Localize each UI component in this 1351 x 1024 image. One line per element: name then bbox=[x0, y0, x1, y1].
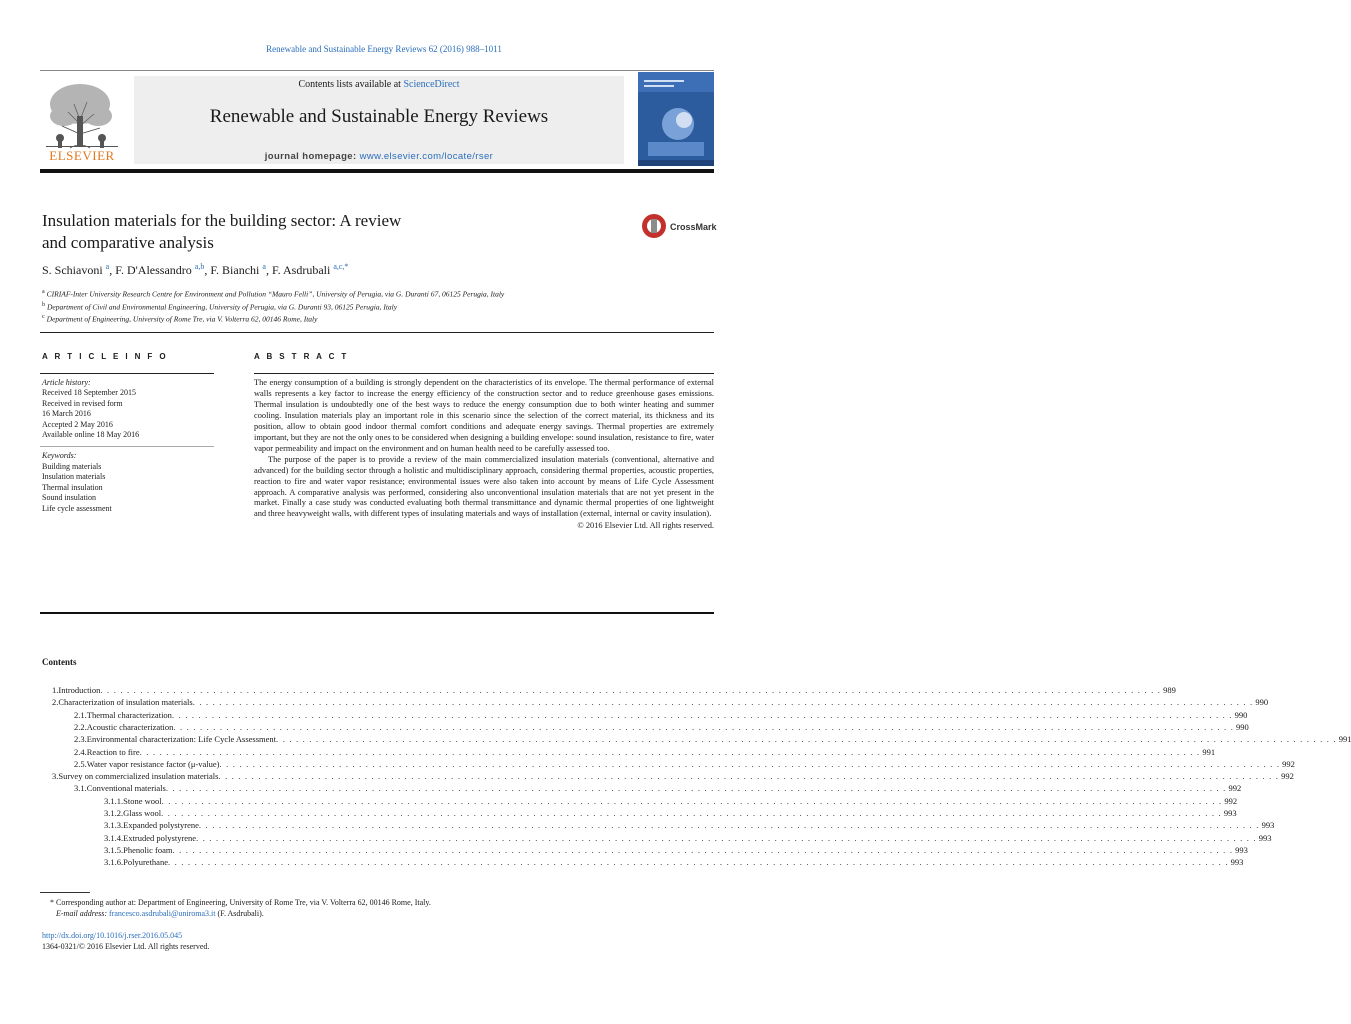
article-history bbox=[42, 378, 214, 440]
author-affiliation-mark[interactable]: a bbox=[105, 262, 110, 271]
masthead-top-rule bbox=[40, 70, 714, 71]
keyword-item: Life cycle assessment bbox=[42, 503, 112, 513]
contents-heading: Contents bbox=[42, 657, 77, 667]
contents-available-line bbox=[134, 79, 624, 90]
doi-link[interactable]: http://dx.doi.org/10.1016/j.rser.2016.05.045 bbox=[42, 931, 183, 940]
abstract-copyright: © 2016 Elsevier Ltd. All rights reserved. bbox=[577, 521, 714, 531]
toc-entry-title[interactable]: Reaction to fire bbox=[86, 746, 140, 757]
email-line bbox=[50, 909, 710, 920]
toc-leader-dots: . . . . . . . . . . . . . . . . . . . . . . . . . . . . . . . . . . . . . . . . . . . . . . . . . . . . . . . . . . . . . . . . . . . . . . . . . . . . . . . . . . . . . . . . . . . . . . . . . . . . . . . . . . . . . . . . . . . . . . . . . . . . . . . . . . . . . . . . . . . . . . . . . . . . . . . . . . . . . . . . bbox=[172, 844, 1234, 855]
affiliation-item bbox=[42, 287, 722, 300]
corresponding-author-note: * Corresponding author at: Department of Engineering, University of Rome Tre, via V. Volterra 62, 00146 Rome, Italy. bbox=[50, 898, 431, 907]
toc-leader-dots: . . . . . . . . . . . . . . . . . . . . . . . . . . . . . . . . . . . . . . . . . . . . . . . . . . . . . . . . . . . . . . . . . . . . . . . . . . . . . . . . . . . . . . . . . . . . . . . . . . . . . . . . . . . . . . . . . . . . . . . . . . . . . . . . . . . . . . . . . . . . . . . . . . . . . . . . . . . . . . . . bbox=[165, 783, 1227, 794]
toc-entry-title[interactable]: Polyurethane bbox=[123, 857, 168, 868]
toc-entry-page[interactable]: 993 bbox=[1223, 808, 1237, 818]
author-name: F. Bianchi bbox=[210, 263, 260, 277]
toc-entry[interactable] bbox=[40, 746, 1216, 758]
toc-entry-number: 2.4. bbox=[74, 746, 87, 757]
toc-entry[interactable] bbox=[40, 721, 1249, 733]
section-divider-thick bbox=[40, 612, 714, 614]
toc-entry[interactable] bbox=[40, 684, 1176, 696]
toc-leader-dots: . . . . . . . . . . . . . . . . . . . . . . . . . . . . . . . . . . . . . . . . . . . . . . . . . . . . . . . . . . . . . . . . . . . . . . . . . . . . . . . . . . . . . . . . . . . . . . . . . . . . . . . . . . . . . . . . . . . . . . . . . . . . . . . . . . . . . . . . . . . . . . . . . . . . . . . . . . . . . . . . bbox=[167, 857, 1229, 868]
toc-entry-page[interactable]: 991 bbox=[1202, 746, 1216, 757]
homepage-link[interactable]: www.elsevier.com/locate/rser bbox=[359, 151, 494, 162]
issn-line: 1364-0321/© 2016 Elsevier Ltd. All rights reserved. bbox=[42, 942, 210, 951]
abstract-paragraph-1: The energy consumption of a building is strongly dependent on the characteristics of its envelope. The thermal performance of external walls represents a key factor to increase the energy efficiency of the construction sector and to reduce greenhouse gases emissions. Thermal insulation is undoubtedly one of the best ways to reduce the energy consumption due to both winter heating and summer cooling. Insulation materials play an important role in this scenario since the selection of the correct material, its thickness and its position, allow to obtain good indoor thermal comfort conditions and adequate energy savings. Thermal properties are extremely important, but they are not the only ones to be considered when designing a building envelope: sound insulation, resistance to fire, water vapor permeability and impact on the environment and on human health need to be carefully assessed too. bbox=[254, 378, 714, 453]
history-item: Received in revised form bbox=[42, 398, 123, 408]
affiliation-item bbox=[42, 300, 722, 313]
toc-entry-title[interactable]: Glass wool bbox=[123, 808, 162, 818]
toc-entry[interactable] bbox=[40, 709, 1248, 721]
doi-block bbox=[42, 930, 209, 952]
email-link[interactable]: francesco.asdrubali@uniroma3.it bbox=[109, 908, 216, 918]
title-line-1: Insulation materials for the building sector: A review bbox=[42, 211, 402, 230]
journal-title: Renewable and Sustainable Energy Reviews bbox=[209, 106, 549, 127]
toc-entry-page[interactable]: 993 bbox=[1230, 857, 1244, 868]
affiliation-mark: c bbox=[42, 314, 45, 320]
toc-entry-page[interactable]: 989 bbox=[1163, 685, 1176, 695]
toc-entry-number: 3. bbox=[52, 771, 59, 782]
toc-entry[interactable] bbox=[40, 819, 1275, 831]
affiliation-text: Department of Civil and Environmental Engineering, University of Perugia, via G. Duranti 93, 06125 Perugia, Italy bbox=[47, 302, 398, 311]
keyword-item: Insulation materials bbox=[42, 472, 106, 482]
homepage-label: journal homepage: bbox=[264, 151, 360, 162]
keyword-item: Sound insulation bbox=[42, 493, 97, 503]
toc-entry[interactable] bbox=[40, 856, 1244, 868]
toc-entry-number: 3.1.6. bbox=[104, 857, 124, 868]
toc-entry-number: 2.1. bbox=[74, 709, 87, 720]
journal-homepage-line bbox=[134, 151, 624, 162]
toc-entry-page[interactable]: 990 bbox=[1236, 721, 1249, 732]
affiliation-mark: b bbox=[42, 301, 45, 308]
affiliation-text: Department of Engineering, University of Rome Tre, via V. Volterra 62, 00146 Rome, Italy bbox=[46, 314, 318, 324]
toc-entry-page[interactable]: 993 bbox=[1261, 820, 1275, 831]
email-suffix: (F. Asdrubali). bbox=[215, 908, 264, 918]
keywords bbox=[42, 451, 214, 515]
article-info-heading: A R T I C L E I N F O bbox=[42, 352, 168, 361]
toc-entry[interactable] bbox=[40, 782, 1242, 794]
article-title bbox=[42, 210, 582, 254]
author-name: S. Schiavoni bbox=[42, 263, 103, 277]
masthead-bottom-rule bbox=[40, 169, 714, 173]
email-label: E-mail address: bbox=[56, 908, 110, 918]
toc-entry-title[interactable]: Water vapor resistance factor (μ-value) bbox=[86, 758, 220, 769]
toc-entry-page[interactable]: 990 bbox=[1234, 709, 1248, 720]
journal-cover-image bbox=[638, 72, 714, 166]
toc-entry-number: 3.1.2. bbox=[104, 808, 124, 818]
toc-entry-number: 2.5. bbox=[74, 758, 87, 769]
toc-entry-page[interactable]: 993 bbox=[1258, 832, 1272, 843]
abstract-rule bbox=[254, 373, 714, 374]
toc-leader-dots: . . . . . . . . . . . . . . . . . . . . . . . . . . . . . . . . . . . . . . . . . . . . . . . . . . . . . . . . . . . . . . . . . . . . . . . . . . . . . . . . . . . . . . . . . . . . . . . . . . . . . . . . . . . . . . . . . . . . . . . . . . . . . . . . . . . . . . . . . . . . . . . . . . . . . . . . . . . . . . . . bbox=[196, 832, 1257, 843]
toc-entry-title[interactable]: Environmental characterization: Life Cycle Assessment bbox=[86, 734, 277, 745]
section-divider bbox=[40, 332, 714, 333]
toc-entry-number: 2. bbox=[52, 697, 59, 708]
toc-entry-number: 3.1.4. bbox=[104, 832, 124, 843]
history-item: 16 March 2016 bbox=[42, 409, 91, 419]
affiliation-text: CIRIAF-Inter University Research Centre for Environment and Pollution “Mauro Felli”, University of Perugia, via G. Duranti 67, 06125 Perugia, Italy bbox=[46, 289, 505, 299]
author-affiliation-mark[interactable]: a,c,* bbox=[333, 262, 349, 271]
abstract-paragraph-2: The purpose of the paper is to provide a review of the main commercialized insulation materials (conventional, alternative and advanced) for the building sector through a holistic and multidisciplinary approach, considering thermal properties, acoustic properties, reaction to fire and water vapor resistance; environmental issues were also taken into account by means of Life Cycle Assessment approach. A comparative analysis was performed, considering also unconventional insulation materials that are not yet present in the market. Finally a case study was conducted evaluating both thermal transmittance and dynamic thermal properties of one lightweight and three heavyweight walls, with different types of insulating materials and ways of installation (external, internal or cavity insulation). bbox=[254, 454, 714, 519]
abstract-heading: A B S T R A C T bbox=[254, 352, 349, 361]
toc-leader-dots: . . . . . . . . . . . . . . . . . . . . . . . . . . . . . . . . . . . . . . . . . . . . . . . . . . . . . . . . . . . . . . . . . . . . . . . . . . . . . . . . . . . . . . . . . . . . . . . . . . . . . . . . . . . . . . . . . . . . . . . . . . . . . . . . . . . . . . . . . . . . . . . . . . . . . . . . . . . . . . . . bbox=[276, 734, 1337, 745]
toc-leader-dots: . . . . . . . . . . . . . . . . . . . . . . . . . . . . . . . . . . . . . . . . . . . . . . . . . . . . . . . . . . . . . . . . . . . . . . . . . . . . . . . . . . . . . . . . . . . . . . . . . . . . . . . . . . . . . . . . . . . . . . . . . . . . . . . . . . . . . . . . . . . . . . . . . . . . . . . . . . . . . . . . bbox=[139, 746, 1201, 757]
toc-leader-dots: . . . . . . . . . . . . . . . . . . . . . . . . . . . . . . . . . . . . . . . . . . . . . . . . . . . . . . . . . . . . . . . . . . . . . . . . . . . . . . . . . . . . . . . . . . . . . . . . . . . . . . . . . . . . . . . . . . . . . . . . . . . . . . . . . . . . . . . . . . . . . . . . . . . . . . . . . . . . . . . . bbox=[192, 697, 1254, 708]
toc-leader-dots: . . . . . . . . . . . . . . . . . . . . . . . . . . . . . . . . . . . . . . . . . . . . . . . . . . . . . . . . . . . . . . . . . . . . . . . . . . . . . . . . . . . . . . . . . . . . . . . . . . . . . . . . . . . . . . . . . . . . . . . . . . . . . . . . . . . . . . . . . . . . . . . . . . . . . . . . . . . . . . . . bbox=[171, 709, 1233, 720]
toc-entry-page[interactable]: 992 bbox=[1282, 758, 1295, 769]
article-info-rule bbox=[40, 373, 214, 374]
toc-leader-dots: . . . . . . . . . . . . . . . . . . . . . . . . . . . . . . . . . . . . . . . . . . . . . . . . . . . . . . . . . . . . . . . . . . . . . . . . . . . . . . . . . . . . . . . . . . . . . . . . . . . . . . . . . . . . . . . . . . . . . . . . . . . . . . . . . . . . . . . . . . . . . . . . . . . . . . . . . . . . . . . . bbox=[218, 771, 1280, 782]
history-item: Accepted 2 May 2016 bbox=[42, 419, 113, 429]
toc-entry-title[interactable]: Thermal characterization bbox=[86, 709, 172, 720]
toc-entry[interactable] bbox=[40, 795, 1238, 807]
toc-entry-title[interactable]: Survey on commercialized insulation materials bbox=[58, 771, 219, 782]
toc-entry-title[interactable]: Acoustic characterization bbox=[86, 721, 174, 732]
toc-entry-number: 3.1.1. bbox=[104, 795, 124, 806]
affiliation-mark: a bbox=[42, 289, 45, 295]
elsevier-wordmark: ELSEVIER bbox=[49, 148, 115, 163]
toc-entry[interactable] bbox=[40, 832, 1272, 844]
toc-leader-dots: . . . . . . . . . . . . . . . . . . . . . . . . . . . . . . . . . . . . . . . . . . . . . . . . . . . . . . . . . . . . . . . . . . . . . . . . . . . . . . . . . . . . . . . . . . . . . . . . . . . . . . . . . . . . . . . . . . . . . . . . . . . . . . . . . . . . . . . . . . . . . . . . . . . . . . . . . . . . . . . . bbox=[100, 685, 1162, 695]
toc-entry[interactable] bbox=[40, 770, 1294, 782]
toc-leader-dots: . . . . . . . . . . . . . . . . . . . . . . . . . . . . . . . . . . . . . . . . . . . . . . . . . . . . . . . . . . . . . . . . . . . . . . . . . . . . . . . . . . . . . . . . . . . . . . . . . . . . . . . . . . . . . . . . . . . . . . . . . . . . . . . . . . . . . . . . . . . . . . . . . . . . . . . . . . . . . . . . bbox=[161, 808, 1222, 818]
toc-entry[interactable] bbox=[40, 807, 1237, 819]
toc-entry-title[interactable]: Phenolic foam bbox=[123, 844, 173, 855]
toc-entry-page[interactable]: 990 bbox=[1255, 697, 1269, 708]
keyword-item: Thermal insulation bbox=[42, 482, 103, 492]
toc-entry-number: 2.2. bbox=[74, 721, 87, 732]
toc-leader-dots: . . . . . . . . . . . . . . . . . . . . . . . . . . . . . . . . . . . . . . . . . . . . . . . . . . . . . . . . . . . . . . . . . . . . . . . . . . . . . . . . . . . . . . . . . . . . . . . . . . . . . . . . . . . . . . . . . . . . . . . . . . . . . . . . . . . . . . . . . . . . . . . . . . . . . . . . . . . . . . . . bbox=[161, 795, 1223, 806]
history-item: Received 18 September 2015 bbox=[42, 388, 136, 398]
contents-prefix: Contents lists available at bbox=[298, 79, 404, 90]
abstract-body bbox=[254, 378, 714, 532]
toc-entry-title[interactable]: Conventional materials bbox=[86, 783, 166, 794]
toc-entry-number: 2.3. bbox=[74, 734, 87, 745]
toc-entry-number: 3.1. bbox=[74, 783, 87, 794]
toc-entry-number: 3.1.3. bbox=[104, 820, 124, 831]
toc-entry-title[interactable]: Stone wool bbox=[123, 795, 162, 806]
toc-leader-dots: . . . . . . . . . . . . . . . . . . . . . . . . . . . . . . . . . . . . . . . . . . . . . . . . . . . . . . . . . . . . . . . . . . . . . . . . . . . . . . . . . . . . . . . . . . . . . . . . . . . . . . . . . . . . . . . . . . . . . . . . . . . . . . . . . . . . . . . . . . . . . . . . . . . . . . . . . . . . . . . . bbox=[219, 758, 1281, 769]
toc-entry[interactable] bbox=[40, 844, 1248, 856]
toc-entry-number: 1. bbox=[52, 685, 59, 695]
article-history-label: Article history: bbox=[42, 378, 91, 387]
toc-entry[interactable] bbox=[40, 733, 1351, 745]
footnote bbox=[50, 898, 710, 919]
journal-reference[interactable]: Renewable and Sustainable Energy Reviews 62 (2016) 988–1011 bbox=[266, 44, 502, 54]
toc-entry-page[interactable]: 991 bbox=[1338, 734, 1351, 745]
toc-entry[interactable] bbox=[40, 758, 1295, 770]
toc-entry-page[interactable]: 992 bbox=[1228, 783, 1242, 794]
toc-entry[interactable] bbox=[40, 696, 1269, 708]
history-item: Available online 18 May 2016 bbox=[42, 430, 140, 440]
sciencedirect-link[interactable]: ScienceDirect bbox=[403, 79, 460, 90]
title-line-2: and comparative analysis bbox=[42, 233, 214, 252]
toc-entry-page[interactable]: 993 bbox=[1235, 844, 1248, 855]
author-name: F. Asdrubali bbox=[271, 263, 331, 277]
author-affiliation-mark[interactable]: a,b bbox=[194, 262, 205, 271]
author-name: F. D'Alessandro bbox=[115, 263, 192, 277]
toc-leader-dots: . . . . . . . . . . . . . . . . . . . . . . . . . . . . . . . . . . . . . . . . . . . . . . . . . . . . . . . . . . . . . . . . . . . . . . . . . . . . . . . . . . . . . . . . . . . . . . . . . . . . . . . . . . . . . . . . . . . . . . . . . . . . . . . . . . . . . . . . . . . . . . . . . . . . . . . . . . . . . . . . bbox=[173, 721, 1235, 732]
affiliation-item bbox=[42, 312, 722, 325]
keyword-item: Building materials bbox=[42, 461, 102, 471]
toc-entry-title[interactable]: Introduction bbox=[58, 685, 101, 695]
keywords-rule bbox=[40, 446, 214, 447]
author-list: S. Schiavoni $^a$, F. D'Alessandro $^{a,b}$, F. Bianchi $^a$, F. Asdrubali $^{a,c,*}$ bbox=[42, 262, 349, 277]
footnote-rule bbox=[40, 892, 90, 893]
toc-entry-title[interactable]: Characterization of insulation materials bbox=[58, 697, 193, 708]
toc-leader-dots: . . . . . . . . . . . . . . . . . . . . . . . . . . . . . . . . . . . . . . . . . . . . . . . . . . . . . . . . . . . . . . . . . . . . . . . . . . . . . . . . . . . . . . . . . . . . . . . . . . . . . . . . . . . . . . . . . . . . . . . . . . . . . . . . . . . . . . . . . . . . . . . . . . . . . . . . . . . . . . . . bbox=[198, 820, 1260, 831]
toc-entry-number: 3.1.5. bbox=[104, 844, 124, 855]
toc-entry-title[interactable]: Expanded polystyrene bbox=[123, 820, 199, 831]
keywords-label: Keywords: bbox=[42, 451, 77, 460]
toc-entry-page[interactable]: 992 bbox=[1281, 771, 1294, 782]
toc-entry-title[interactable]: Extruded polystyrene bbox=[123, 832, 197, 843]
affiliations bbox=[42, 287, 722, 325]
author-affiliation-mark[interactable]: a bbox=[262, 262, 266, 271]
crossmark-label[interactable]: CrossMark bbox=[670, 222, 717, 232]
toc-entry-page[interactable]: 992 bbox=[1224, 795, 1238, 806]
